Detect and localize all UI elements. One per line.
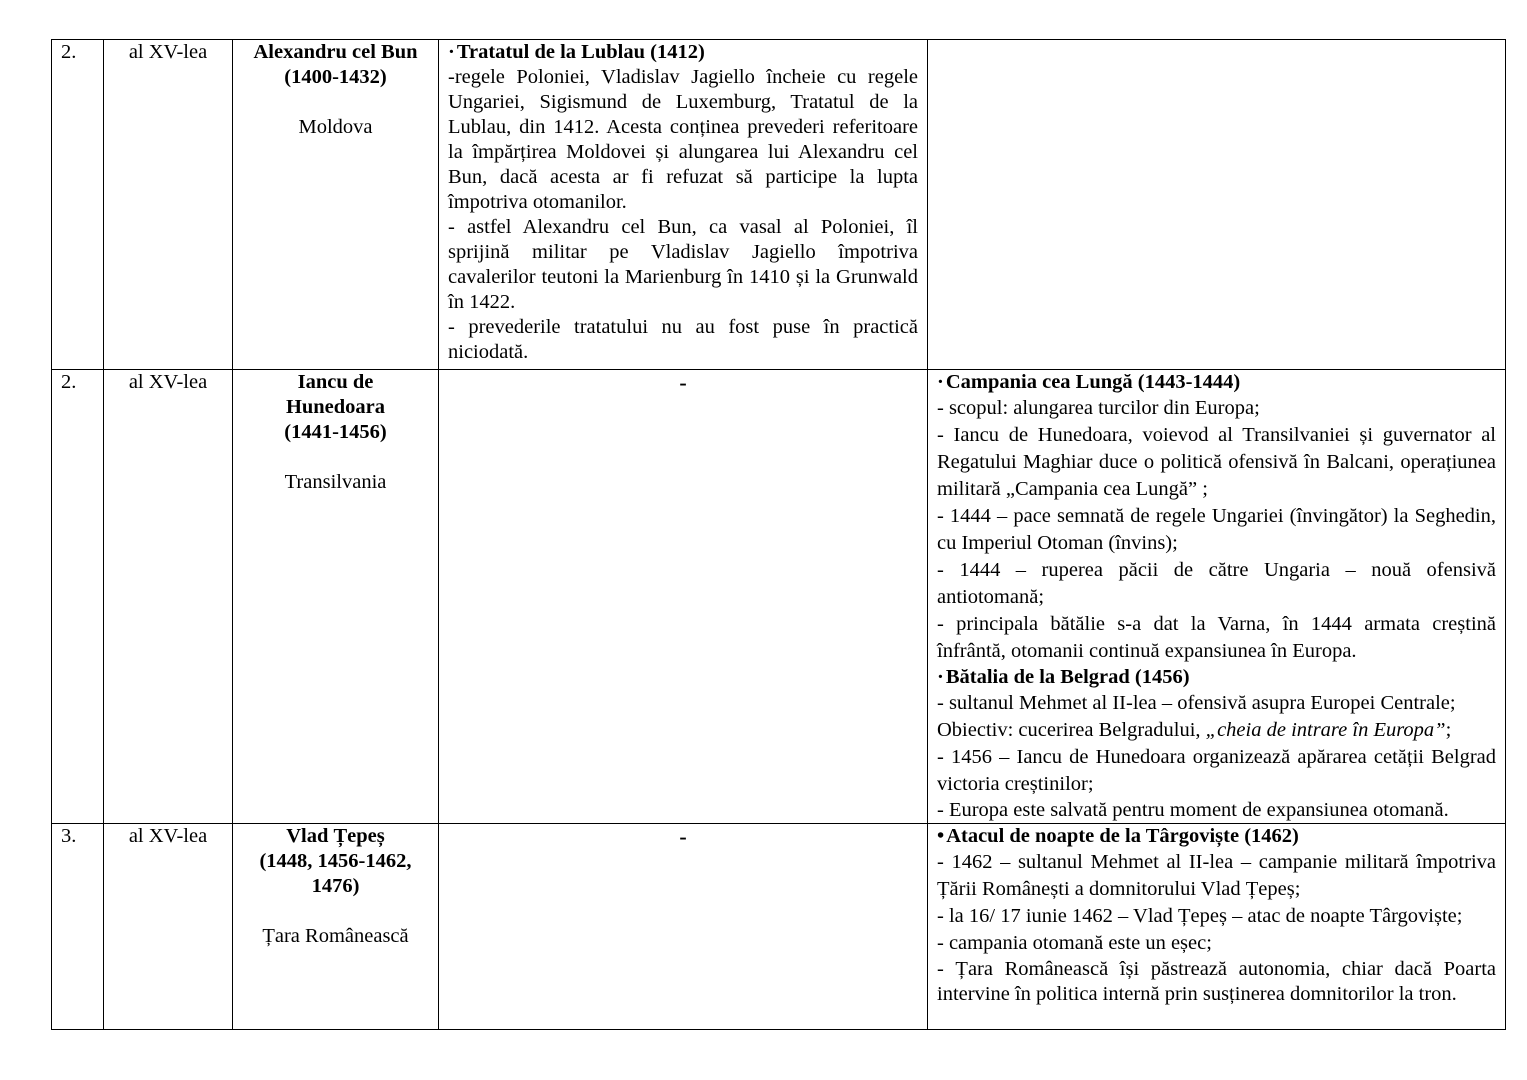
paragraph: - astfel Alexandru cel Bun, ca vasal al Poloniei, îl sprijină militar pe Vladislav Jagiello împotriva cavalerilor teutoni la Marienburg în 1410 și la Grunwald în 1422. bbox=[448, 216, 918, 313]
table-row bbox=[52, 40, 1506, 370]
century-cell: al XV-lea bbox=[104, 824, 233, 1030]
ruler-region: Țara Românească bbox=[262, 925, 409, 947]
paragraph: - campania otomană este un eșec; bbox=[937, 932, 1212, 954]
paragraph: - Țara Românească își păstrează autonomia, chiar dacă Poarta intervine în politica internă prin susținerea domnitorilor la tron. bbox=[937, 958, 1496, 1005]
campaign-cell bbox=[928, 370, 1506, 824]
paragraph: - 1444 – ruperea păcii de către Ungaria – nouă ofensivă antiotomană; bbox=[937, 559, 1496, 608]
ruler-years: (1448, 1456-1462, bbox=[259, 850, 412, 872]
section-heading-text: Tratatul de la Lublau (1412) bbox=[456, 41, 705, 63]
bullet-icon: · bbox=[448, 41, 455, 63]
row-number: 2. bbox=[52, 40, 104, 370]
ruler-cell bbox=[233, 824, 439, 1030]
treaty-cell bbox=[439, 40, 928, 370]
ruler-name: Iancu de bbox=[297, 371, 374, 393]
section-heading bbox=[937, 370, 1496, 395]
paragraph: - 1462 – sultanul Mehmet al II-lea – campanie militară împotriva Țării Românești a domnitorului Vlad Țepeș; bbox=[937, 851, 1496, 900]
paragraph: - la 16/ 17 iunie 1462 – Vlad Țepeș – atac de noapte Târgoviște; bbox=[937, 905, 1463, 927]
paragraph: - scopul: alungarea turcilor din Europa; bbox=[937, 397, 1260, 419]
table-row bbox=[52, 824, 1506, 1030]
paragraph: - prevederile tratatului nu au fost puse în practică niciodată. bbox=[448, 316, 918, 363]
ruler-name: Alexandru cel Bun bbox=[253, 41, 418, 63]
objective-quote: „cheia de intrare în Europa” bbox=[1205, 719, 1446, 741]
ruler-years: 1476) bbox=[311, 875, 360, 897]
paragraph: - Europa este salvată pentru moment de expansiunea otomană. bbox=[937, 799, 1449, 821]
paragraph: - principala bătălie s-a dat la Varna, în 1444 armata creștină înfrântă, otomanii continuă expansiunea în Europa. bbox=[937, 613, 1496, 662]
row-number: 2. bbox=[52, 370, 104, 824]
history-table bbox=[51, 39, 1506, 1030]
objective-suffix: ; bbox=[1445, 719, 1452, 741]
paragraph: - sultanul Mehmet al II-lea – ofensivă asupra Europei Centrale; bbox=[937, 692, 1456, 714]
section-heading bbox=[937, 665, 1496, 690]
objective-line bbox=[937, 717, 1496, 744]
section-heading-text: Atacul de noapte de la Târgoviște (1462) bbox=[946, 825, 1299, 847]
ruler-region: Transilvania bbox=[284, 471, 387, 493]
paragraph: - Iancu de Hunedoara, voievod al Transilvaniei și guvernator al Regatului Maghiar duce o politică ofensivă în Balcani, operațiunea militară „Campania cea Lungă” ; bbox=[937, 424, 1496, 500]
ruler-years: (1400-1432) bbox=[284, 66, 387, 88]
campaign-cell bbox=[928, 824, 1506, 1030]
ruler-cell bbox=[233, 370, 439, 824]
ruler-name: Vlad Țepeș bbox=[286, 825, 385, 847]
section-heading-text: Campania cea Lungă (1443-1444) bbox=[945, 371, 1241, 393]
bullet-icon: · bbox=[937, 371, 944, 393]
century-cell: al XV-lea bbox=[104, 370, 233, 824]
section-heading-text: Bătalia de la Belgrad (1456) bbox=[945, 666, 1190, 688]
ruler-years: (1441-1456) bbox=[284, 421, 387, 443]
bullet-icon: • bbox=[937, 825, 945, 847]
row-number: 3. bbox=[52, 824, 104, 1030]
paragraph: -regele Poloniei, Vladislav Jagiello încheie cu regele Ungariei, Sigismund de Luxemburg, Tratatul de la Lublau, din 1412. Acesta conținea prevederi referitoare la împărțirea Moldovei și alungarea lui Alexandru cel Bun, dacă acesta ar fi refuzat să participe la lupta împotriva otomanilor. bbox=[448, 66, 918, 213]
bullet-icon: · bbox=[937, 666, 944, 688]
dash-cell: - bbox=[439, 824, 928, 1030]
paragraph: - 1456 – Iancu de Hunedoara organizează apărarea cetății Belgrad victoria creștinilor; bbox=[937, 746, 1496, 795]
objective-prefix: Obiectiv: cucerirea Belgradului, bbox=[937, 719, 1206, 741]
table-row bbox=[52, 370, 1506, 824]
paragraph: - 1444 – pace semnată de regele Ungariei (învingător) la Seghedin, cu Imperiul Otoman (învins); bbox=[937, 505, 1496, 554]
section-heading bbox=[937, 824, 1496, 849]
section-heading bbox=[448, 40, 918, 65]
century-cell: al XV-lea bbox=[104, 40, 233, 370]
dash-cell: - bbox=[439, 370, 928, 824]
ruler-name: Hunedoara bbox=[285, 396, 386, 418]
empty-cell bbox=[928, 40, 1506, 370]
ruler-region: Moldova bbox=[298, 116, 373, 138]
ruler-cell bbox=[233, 40, 439, 370]
